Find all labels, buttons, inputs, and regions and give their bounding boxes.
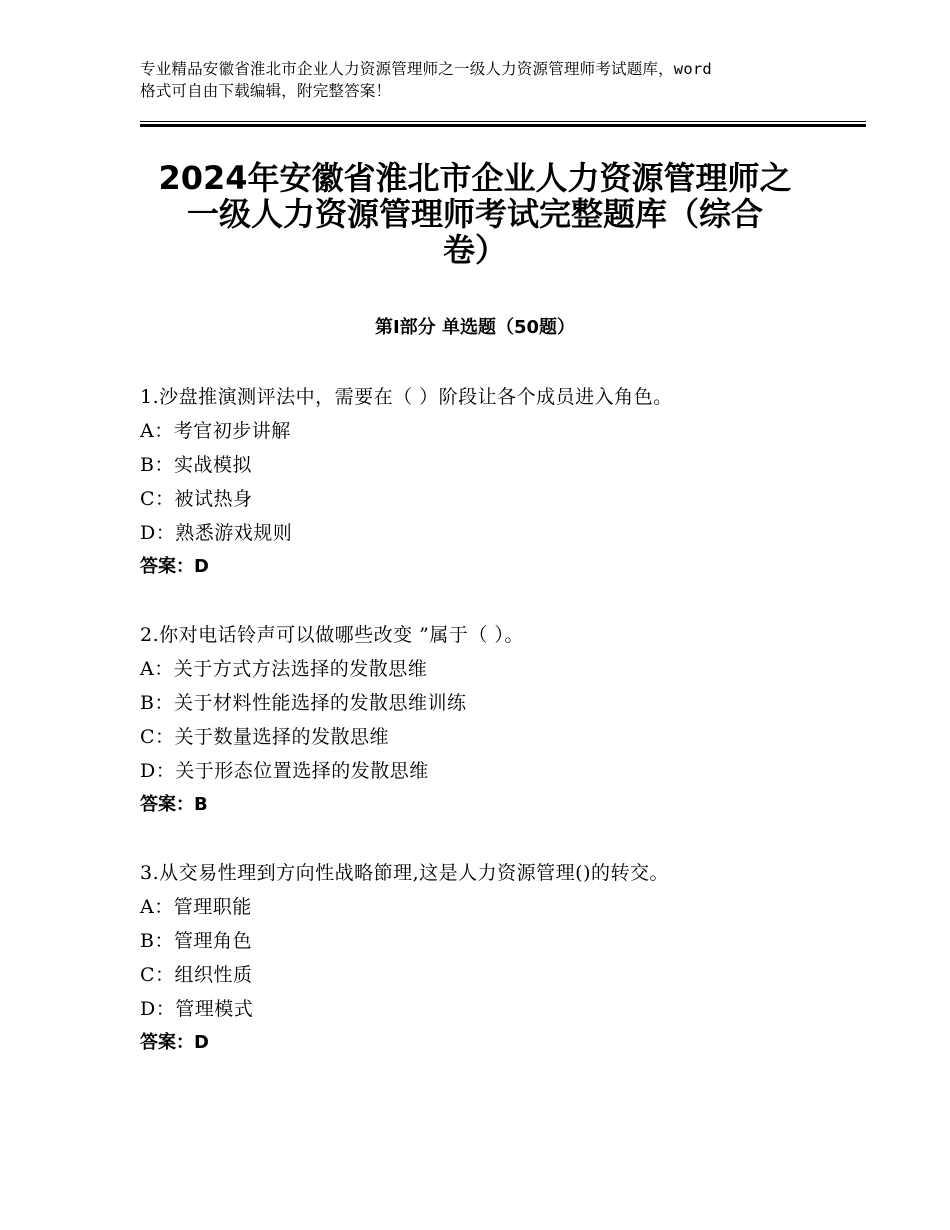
option-d: D：关于形态位置选择的发散思维 xyxy=(140,760,429,782)
header-note xyxy=(140,58,830,102)
document-title xyxy=(100,160,850,268)
option-a: A：关于方式方法选择的发散思维 xyxy=(140,658,428,680)
document-title-line-3: 卷） xyxy=(442,231,507,269)
option-d: D：熟悉游戏规则 xyxy=(140,522,293,544)
question-stem: 1.沙盘推演测评法中，需要在（ ）阶段让各个成员进入角色。 xyxy=(140,386,673,408)
header-divider-thick xyxy=(140,124,866,127)
document-title-line-1: 2024年安徽省淮北市企业人力资源管理师之 xyxy=(158,159,792,197)
answer-key: 答案：B xyxy=(140,794,208,815)
section-heading: 第Ⅰ部分 单选题（50题） xyxy=(374,317,575,338)
option-c: C：关于数量选择的发散思维 xyxy=(140,726,390,748)
question-2 xyxy=(140,618,860,822)
header-note-line-2: 格式可自由下载编辑，附完整答案！ xyxy=(140,82,392,100)
question-stem: 2.你对电话铃声可以做哪些改变 ”属于（ ）。 xyxy=(140,624,524,646)
option-a: A：考官初步讲解 xyxy=(140,420,291,442)
option-d: D：管理模式 xyxy=(140,998,254,1020)
question-list xyxy=(140,380,860,1094)
option-c: C：组织性质 xyxy=(140,964,253,986)
option-a: A：管理职能 xyxy=(140,896,252,918)
document-title-line-2: 一级人力资源管理师考试完整题库（综合 xyxy=(186,195,763,233)
option-b: B：关于材料性能选择的发散思维训练 xyxy=(140,692,467,714)
option-b: B：管理角色 xyxy=(140,930,252,952)
question-3 xyxy=(140,856,860,1060)
header-divider-thin xyxy=(140,121,866,122)
answer-key: 答案：D xyxy=(140,1032,209,1053)
question-1 xyxy=(140,380,860,584)
question-stem: 3.从交易性理到方向性战略節理,这是人力资源管理()的转交。 xyxy=(140,862,669,884)
option-c: C：被试热身 xyxy=(140,488,253,510)
answer-key: 答案：D xyxy=(140,556,209,577)
header-note-line-1: 专业精品安徽省淮北市企业人力资源管理师之一级人力资源管理师考试题库，word xyxy=(140,60,712,78)
option-b: B：实战模拟 xyxy=(140,454,252,476)
